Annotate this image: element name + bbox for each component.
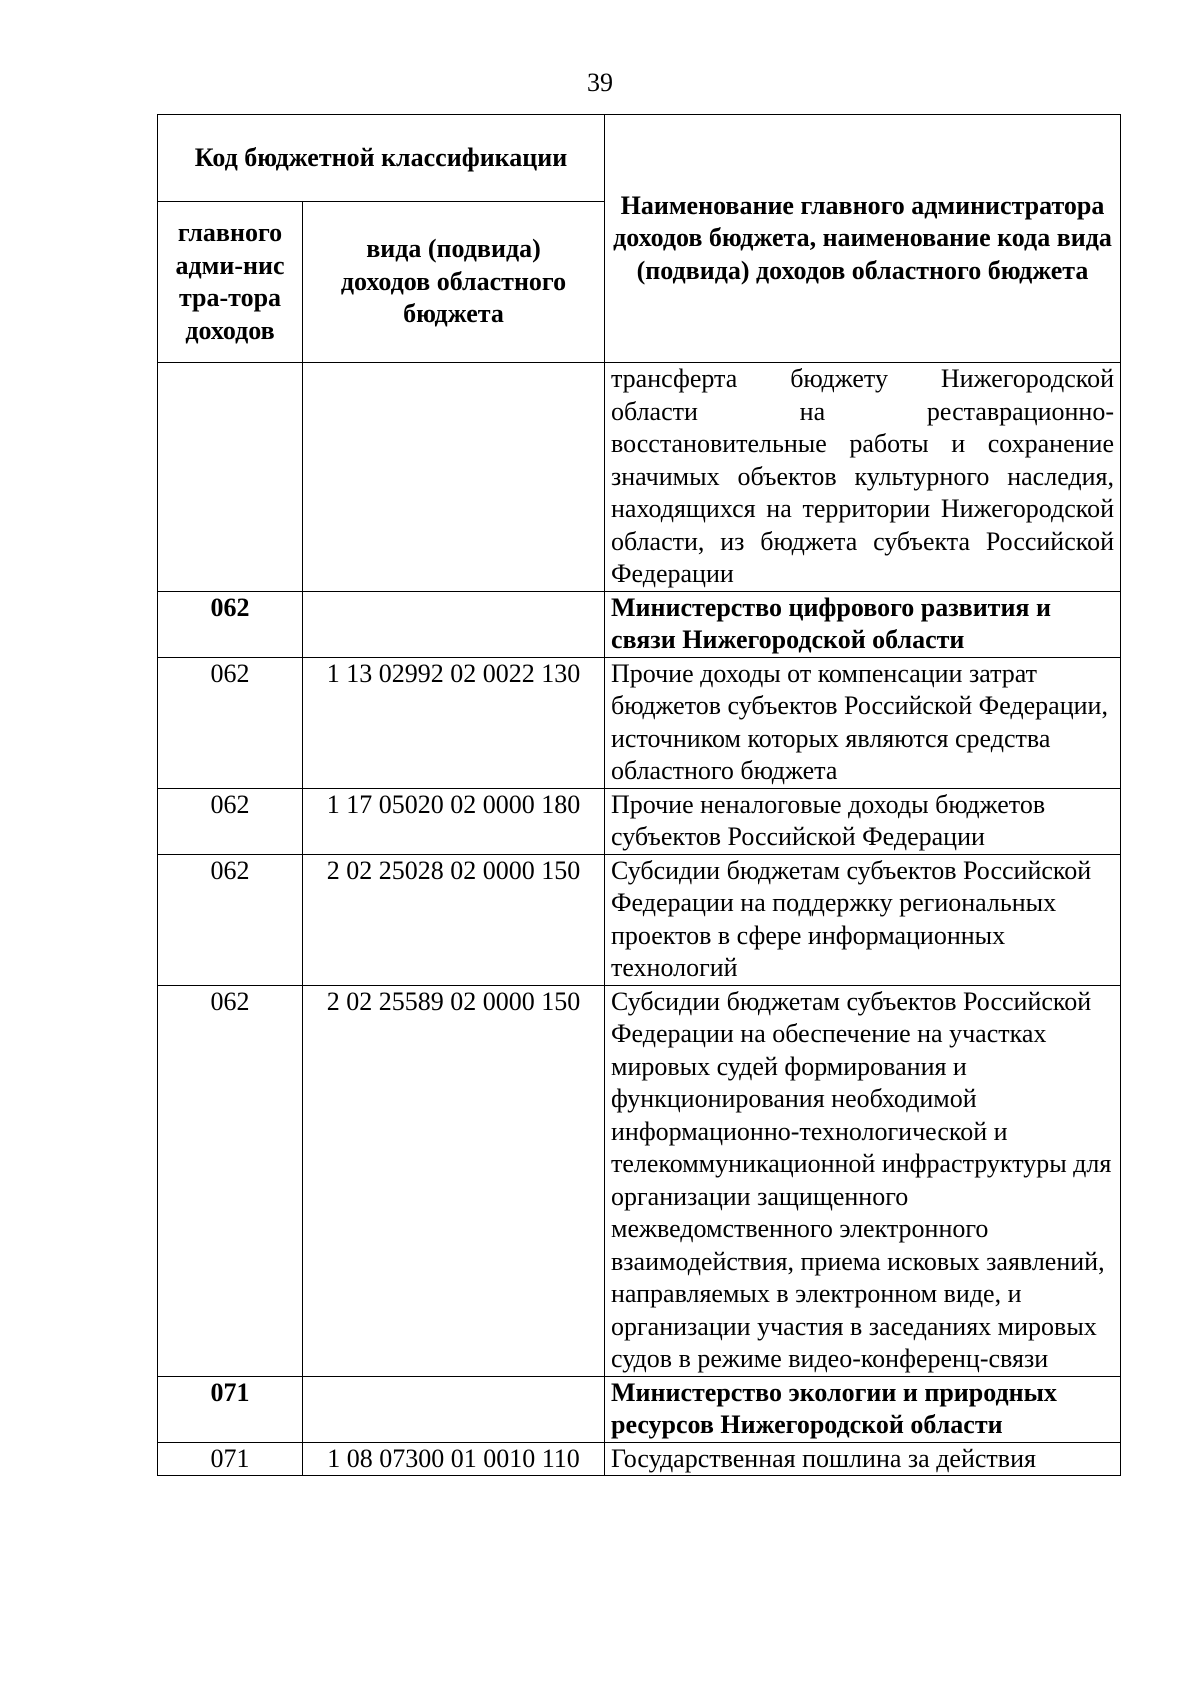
header-admin-label: главного адми-нистра-тора доходов <box>175 218 285 345</box>
cell-name: трансферта бюджету Нижегородской области на реставрационно-восстановительные работы и сохранение значимых объектов культурного наследия, находящихся на территории Нижегородской области, из бюджета субъекта Российской Федерации <box>605 363 1121 592</box>
cell-name: Министерство экологии и природных ресурсов Нижегородской области <box>605 1376 1121 1442</box>
table-row-section <box>158 1376 1121 1442</box>
table-row <box>158 1442 1121 1476</box>
table-row <box>158 363 1121 592</box>
cell-admin-code: 071 <box>158 1376 303 1442</box>
cell-name: Субсидии бюджетам субъектов Российской Федерации на поддержку региональных проектов в сфере информационных технологий <box>605 854 1121 985</box>
cell-kind-code <box>303 1376 605 1442</box>
cell-admin-code: 071 <box>158 1442 303 1476</box>
header-budget-classification-code: Код бюджетной классификации <box>158 115 605 202</box>
cell-kind-code: 2 02 25589 02 0000 150 <box>303 985 605 1376</box>
cell-name: Субсидии бюджетам субъектов Российской Федерации на обеспечение на участках мировых судей формирования и функционирования необходимой информационно-технологической и телекоммуникационной инфраструктуры для организации защищенного межведомственного электронного взаимодействия, приема исковых заявлений, направляемых в электронном виде, и организации участия в заседаниях мировых судов в режиме видео-конференц-связи <box>605 985 1121 1376</box>
header-kind-column <box>303 202 605 363</box>
cell-kind-code: 1 13 02992 02 0022 130 <box>303 657 605 788</box>
cell-admin-code: 062 <box>158 788 303 854</box>
cell-name: Прочие неналоговые доходы бюджетов субъектов Российской Федерации <box>605 788 1121 854</box>
page-number: 39 <box>587 68 613 97</box>
cell-name: Государственная пошлина за действия <box>605 1442 1121 1476</box>
header-admin-column <box>158 202 303 363</box>
table-row <box>158 788 1121 854</box>
cell-kind-code <box>303 591 605 657</box>
cell-admin-code: 062 <box>158 591 303 657</box>
cell-kind-code: 1 17 05020 02 0000 180 <box>303 788 605 854</box>
cell-kind-code: 2 02 25028 02 0000 150 <box>303 854 605 985</box>
cell-admin-code: 062 <box>158 854 303 985</box>
table-row-section <box>158 591 1121 657</box>
cell-name: Министерство цифрового развития и связи Нижегородской области <box>605 591 1121 657</box>
revenue-classification-table <box>157 114 1121 1476</box>
table-row <box>158 985 1121 1376</box>
cell-admin-code <box>158 363 303 592</box>
cell-kind-code <box>303 363 605 592</box>
table-row <box>158 854 1121 985</box>
cell-name: Прочие доходы от компенсации затрат бюджетов субъектов Российской Федерации, источником которых являются средства областного бюджета <box>605 657 1121 788</box>
header-name-column: Наименование главного администратора доходов бюджета, наименование кода вида (подвида) доходов областного бюджета <box>605 115 1121 363</box>
cell-admin-code: 062 <box>158 657 303 788</box>
table-row <box>158 657 1121 788</box>
cell-kind-code: 1 08 07300 01 0010 110 <box>303 1442 605 1476</box>
cell-admin-code: 062 <box>158 985 303 1376</box>
header-kind-label: вида (подвида) доходов областного бюджета <box>340 234 567 329</box>
